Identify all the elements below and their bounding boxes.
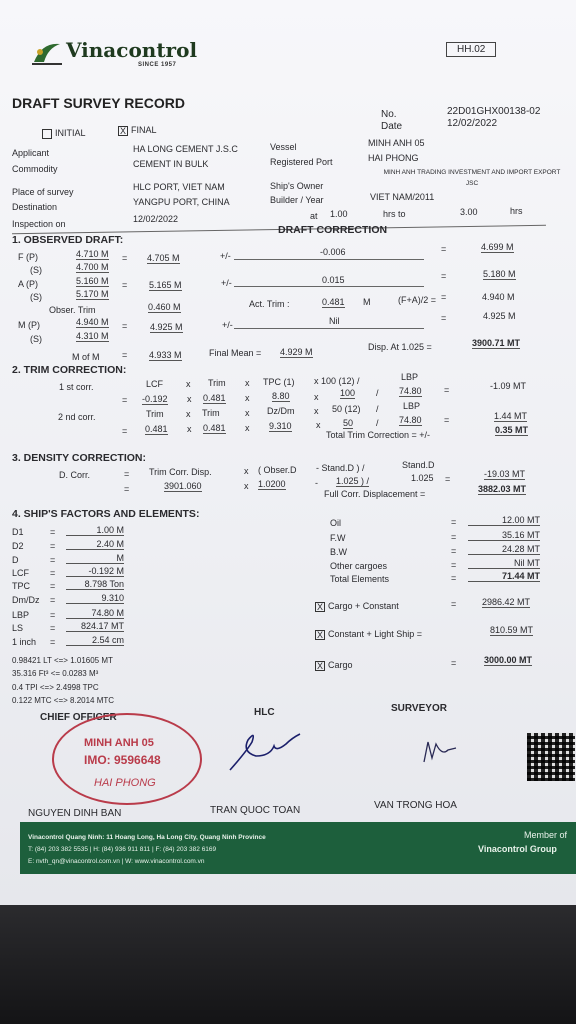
commodity-value: CEMENT IN BULK — [133, 159, 209, 169]
pm-sign: +/- — [222, 320, 233, 330]
conversion-line: 0.122 MTC <=> 8.2014 MTC — [12, 696, 115, 705]
draft-correction-title: DRAFT CORRECTION — [278, 224, 388, 236]
date-label: Date — [381, 121, 403, 132]
r1-result: -1.09 MT — [490, 381, 527, 391]
x-sign: x — [245, 393, 250, 403]
cargo-constant-checkbox[interactable]: X Cargo + Constant — [316, 601, 399, 612]
commodity-label: Commodity — [12, 164, 58, 174]
aft-correction: 0.015 — [322, 275, 345, 285]
chief-officer-name: NGUYEN DINH BAN — [28, 808, 122, 819]
eq-sign: = — [122, 350, 128, 360]
fa-label: (F+A)/2 = — [398, 295, 437, 305]
forward-correction: -0.006 — [320, 247, 346, 257]
minus-sign: - — [315, 478, 318, 488]
stamp-imo: IMO: 9596648 — [84, 753, 161, 767]
fifty-header: 50 (12) — [332, 404, 361, 414]
dzdm-header: Dz/Dm — [267, 406, 295, 416]
od-value: 1.0200 — [258, 479, 286, 489]
factor-value: M — [66, 553, 124, 564]
r2-b: 0.481 — [203, 423, 226, 433]
hundred-header: x 100 (12) / — [314, 376, 360, 386]
factor-value: 74.80 M — [66, 608, 124, 619]
constant-lightship-checkbox[interactable]: X Constant + Light Ship = — [316, 629, 423, 640]
aft-corrected: 5.180 M — [483, 269, 516, 279]
builder-label: Builder / Year — [270, 195, 324, 205]
mofm-label: M of M — [72, 352, 100, 362]
stand-d2-label: Stand.D — [402, 460, 435, 470]
mid-corrected: 4.925 M — [483, 311, 516, 321]
factor-key: D2 — [12, 541, 24, 551]
conversion-line: 35.316 Ft³ <= 0.0283 M³ — [12, 669, 99, 678]
final-mean-value: 4.929 M — [280, 347, 313, 357]
x-sign: x — [245, 423, 250, 433]
element-key: F.W — [330, 533, 346, 543]
r1-trim: 0.481 — [203, 393, 226, 403]
x-sign: x — [314, 406, 319, 416]
observed-draft-title: 1. OBSERVED DRAFT: — [12, 234, 124, 246]
r2-c: 9.310 — [269, 421, 292, 431]
eq-sign: = — [50, 568, 56, 578]
footer-member: Member of — [524, 830, 568, 840]
factor-key: D — [12, 555, 19, 565]
eq-sign: = — [50, 623, 56, 633]
ship-stamp — [52, 713, 202, 805]
r1-lcf: -0.192 — [142, 394, 168, 404]
factor-value: -0.192 M — [66, 566, 124, 577]
vessel-value: MINH ANH 05 — [368, 138, 425, 148]
r2-result: 1.44 MT — [494, 411, 528, 421]
applicant-label: Applicant — [12, 148, 50, 158]
first-corr-label: 1 st corr. — [59, 382, 94, 392]
ms-value: 4.310 M — [76, 331, 109, 341]
eq-sign: = — [444, 385, 450, 395]
pm-sign: +/- — [220, 251, 231, 261]
tcd-label: Trim Corr. Disp. — [149, 467, 212, 477]
total-trim-label: Total Trim Correction = +/- — [326, 430, 431, 440]
constant-lightship-value: 810.59 MT — [490, 625, 534, 635]
footer-group: Vinacontrol Group — [478, 844, 557, 854]
element-value: Nil MT — [468, 558, 540, 569]
footer-phone: T: (84) 203 382 5535 | H: (84) 936 911 811 | F: (84) 203 382 6169 — [28, 846, 217, 853]
x-sign: x — [244, 466, 249, 476]
builder-value: VIET NAM/2011 — [370, 192, 435, 202]
ap-value: 5.160 M — [76, 276, 109, 286]
logo-icon — [30, 38, 64, 73]
hlc-label: HLC — [254, 707, 275, 718]
mofm-value: 4.933 M — [149, 350, 182, 360]
disp-label: Disp. At 1.025 = — [368, 342, 432, 352]
eq-sign: = — [451, 658, 457, 668]
r1-100: 100 — [340, 388, 356, 398]
eq-sign: = — [50, 595, 56, 605]
factor-key: LBP — [12, 610, 30, 620]
at-label: at — [310, 211, 318, 221]
applicant-value: HA LONG CEMENT J.S.C — [133, 144, 238, 154]
eq-sign: = — [441, 244, 447, 254]
place-value: HLC PORT, VIET NAM — [133, 182, 225, 192]
lcf-header: LCF — [146, 379, 164, 389]
factor-key: D1 — [12, 527, 24, 537]
aft-mean: 5.165 M — [149, 280, 182, 290]
eq-sign: = — [122, 426, 128, 436]
r2-lbp: 74.80 — [399, 415, 422, 425]
hrs-to-label: hrs to — [383, 209, 406, 219]
chief-officer-label: CHIEF OFFICER — [40, 712, 117, 723]
factor-key: LS — [12, 623, 24, 633]
eq-sign: = — [451, 560, 457, 570]
lbp-header-2: LBP — [403, 401, 421, 411]
r2-a: 0.481 — [145, 424, 168, 434]
final-checkbox[interactable]: X FINAL — [119, 125, 157, 136]
mp-value: 4.940 M — [76, 317, 109, 327]
factors-title: 4. SHIP'S FACTORS AND ELEMENTS: — [12, 508, 200, 520]
trim-correction-title: 2. TRIM CORRECTION: — [12, 364, 127, 376]
second-corr-label: 2 nd corr. — [58, 412, 96, 422]
eq-sign: = — [122, 395, 128, 405]
mid-correction: Nil — [329, 316, 340, 326]
sd-value: 1.025 ) / — [336, 476, 370, 486]
final-mean-label: Final Mean = — [209, 348, 262, 358]
element-key: B.W — [330, 547, 347, 557]
total-trim-value: 0.35 MT — [495, 425, 529, 435]
element-key: Other cargoes — [330, 561, 388, 571]
eq-sign: = — [451, 546, 457, 556]
eq-sign: = — [124, 484, 130, 494]
destination-value: YANGPU PORT, CHINA — [133, 197, 230, 207]
fp-value: 4.710 M — [76, 249, 109, 259]
x-sign: x — [245, 408, 250, 418]
factor-key: Dm/Dz — [12, 595, 40, 605]
eq-sign: = — [50, 581, 56, 591]
cargo-constant-value: 2986.42 MT — [482, 597, 531, 607]
density-result: -19.03 MT — [484, 469, 526, 479]
eq-sign: = — [451, 573, 457, 583]
fa-half: 4.940 M — [482, 292, 515, 302]
date-value: 12/02/2022 — [447, 118, 498, 129]
element-value: 35.16 MT — [468, 530, 540, 541]
act-trim-unit: M — [363, 297, 371, 307]
footer-bar — [20, 822, 576, 874]
fs-value: 4.700 M — [76, 262, 109, 272]
as-value: 5.170 M — [76, 289, 109, 299]
forward-corrected: 4.699 M — [481, 242, 514, 252]
stamp-city: HAI PHONG — [94, 777, 156, 789]
eq-sign: = — [124, 469, 130, 479]
density-title: 3. DENSITY CORRECTION: — [12, 452, 146, 464]
eq-sign: = — [445, 474, 451, 484]
x-sign: x — [186, 379, 191, 389]
no-label: No. — [381, 109, 397, 120]
eq-sign: = — [50, 637, 56, 647]
at-value: 1.00 — [330, 209, 348, 219]
forward-mean: 4.705 M — [147, 253, 180, 263]
form-code: HH.02 — [446, 42, 496, 57]
surveyor-label: SURVEYOR — [391, 703, 447, 714]
eq-sign: = — [441, 313, 447, 323]
element-key: Oil — [330, 518, 341, 528]
fp-label: F (P) — [18, 252, 38, 262]
sd2-value: 1.025 — [411, 473, 434, 483]
factor-value: 2.54 cm — [66, 635, 124, 646]
page-title: DRAFT SURVEY RECORD — [12, 95, 185, 111]
eq-sign: = — [451, 517, 457, 527]
x-sign: x — [186, 409, 191, 419]
eq-sign: = — [50, 527, 56, 537]
element-key: Total Elements — [330, 574, 390, 584]
r1-tpc: 8.80 — [272, 391, 290, 401]
element-value: 71.44 MT — [468, 571, 540, 582]
conversion-line: 0.4 TPI <=> 2.4998 TPC — [12, 683, 99, 692]
factor-value: 824.17 MT — [66, 621, 124, 632]
eq-sign: = — [50, 610, 56, 620]
logo-text: Vinacontrol — [66, 38, 198, 62]
stamp-name: MINH ANH 05 — [84, 737, 154, 749]
tcd-value: 3901.060 — [164, 481, 202, 491]
act-trim-value: 0.481 — [322, 297, 345, 307]
x-sign: x — [245, 378, 250, 388]
obs-trim-label: Obser. Trim — [49, 305, 96, 315]
initial-checkbox[interactable]: INITIAL — [42, 128, 86, 139]
footer-address: Vinacontrol Quang Ninh: 11 Hoang Long, Ha Long City, Quang Ninh Province — [28, 834, 266, 841]
full-disp-value: 3882.03 MT — [478, 484, 527, 494]
slash: / — [376, 418, 379, 428]
conversion-line: 0.98421 LT <=> 1.01605 MT — [12, 656, 113, 665]
as-label: (S) — [30, 292, 42, 302]
background-shadow — [0, 905, 576, 1024]
eq-sign: = — [444, 415, 450, 425]
eq-sign: = — [122, 253, 128, 263]
x-sign: x — [316, 420, 321, 430]
surveyor-name: VAN TRONG HOA — [374, 800, 457, 811]
ap-label: A (P) — [18, 279, 39, 289]
r2-d: 50 — [343, 418, 354, 428]
vessel-label: Vessel — [270, 142, 297, 152]
hlc-name: TRAN QUOC TOAN — [210, 805, 301, 816]
factor-key: TPC — [12, 581, 30, 591]
x-sign: x — [314, 392, 319, 402]
eq-sign: = — [451, 599, 457, 609]
lbp-header: LBP — [401, 372, 419, 382]
eq-sign: = — [50, 555, 56, 565]
element-value: 24.28 MT — [468, 544, 540, 555]
factor-key: 1 inch — [12, 637, 37, 647]
eq-sign: = — [441, 292, 447, 302]
obs-trim-value: 0.460 M — [148, 302, 181, 312]
since-label: SINCE 1957 — [138, 62, 177, 68]
cargo-value: 3000.00 MT — [484, 655, 533, 665]
place-label: Place of survey — [12, 187, 74, 197]
r1-lbp: 74.80 — [399, 386, 422, 396]
eq-sign: = — [451, 532, 457, 542]
x-sign: x — [187, 394, 192, 404]
hlc-signature — [226, 722, 306, 776]
hrs-label: hrs — [510, 206, 523, 216]
pm-sign: +/- — [221, 278, 232, 288]
port-label: Registered Port — [270, 157, 333, 167]
obser-d-label: ( Obser.D — [258, 465, 297, 475]
x-sign: x — [244, 481, 249, 491]
tpc-header: TPC (1) — [263, 377, 295, 387]
owner-label: Ship's Owner — [270, 181, 324, 191]
x-sign: x — [187, 424, 192, 434]
footer-email: E: nvth_qn@vinacontrol.com.vn | W: www.vinacontrol.com.vn — [28, 858, 205, 865]
act-trim-label: Act. Trim : — [249, 299, 290, 309]
port-value: HAI PHONG — [368, 153, 419, 163]
disp-value: 3900.71 MT — [472, 338, 521, 348]
element-value: 12.00 MT — [468, 515, 540, 526]
destination-label: Destination — [12, 202, 58, 212]
fs-label: (S) — [30, 265, 42, 275]
owner-value: MINH ANH TRADING INVESTMENT AND IMPORT EXPORT JSC — [383, 169, 561, 187]
surveyor-signature — [420, 736, 460, 766]
eq-sign: = — [50, 541, 56, 551]
stand-d-label: - Stand.D ) / — [316, 463, 365, 473]
factor-value: 1.00 M — [66, 525, 124, 536]
trim-header: Trim — [208, 378, 226, 388]
full-disp-label: Full Corr. Displacement = — [324, 489, 426, 499]
ms-label: (S) — [30, 334, 42, 344]
slash: / — [376, 388, 379, 398]
factor-value: 8.798 Ton — [66, 579, 124, 590]
qr-code-icon — [527, 733, 575, 781]
inspection-value: 12/02/2022 — [133, 214, 179, 224]
factor-value: 2.40 M — [66, 539, 124, 550]
dcorr-label: D. Corr. — [59, 470, 91, 480]
slash: / — [376, 404, 379, 414]
r2-trim-h: Trim — [146, 409, 164, 419]
mp-label: M (P) — [18, 320, 40, 330]
eq-sign: = — [122, 321, 128, 331]
eq-sign: = — [441, 271, 447, 281]
to-value: 3.00 — [460, 207, 478, 217]
mid-mean: 4.925 M — [150, 322, 183, 332]
cargo-checkbox[interactable]: X Cargo — [316, 660, 353, 671]
no-value: 22D01GHX00138-02 — [447, 106, 541, 117]
factor-key: LCF — [12, 568, 30, 578]
factor-value: 9.310 — [66, 593, 124, 604]
eq-sign: = — [122, 280, 128, 290]
inspection-label: Inspection on — [12, 219, 66, 229]
r2-trim-h2: Trim — [202, 408, 220, 418]
